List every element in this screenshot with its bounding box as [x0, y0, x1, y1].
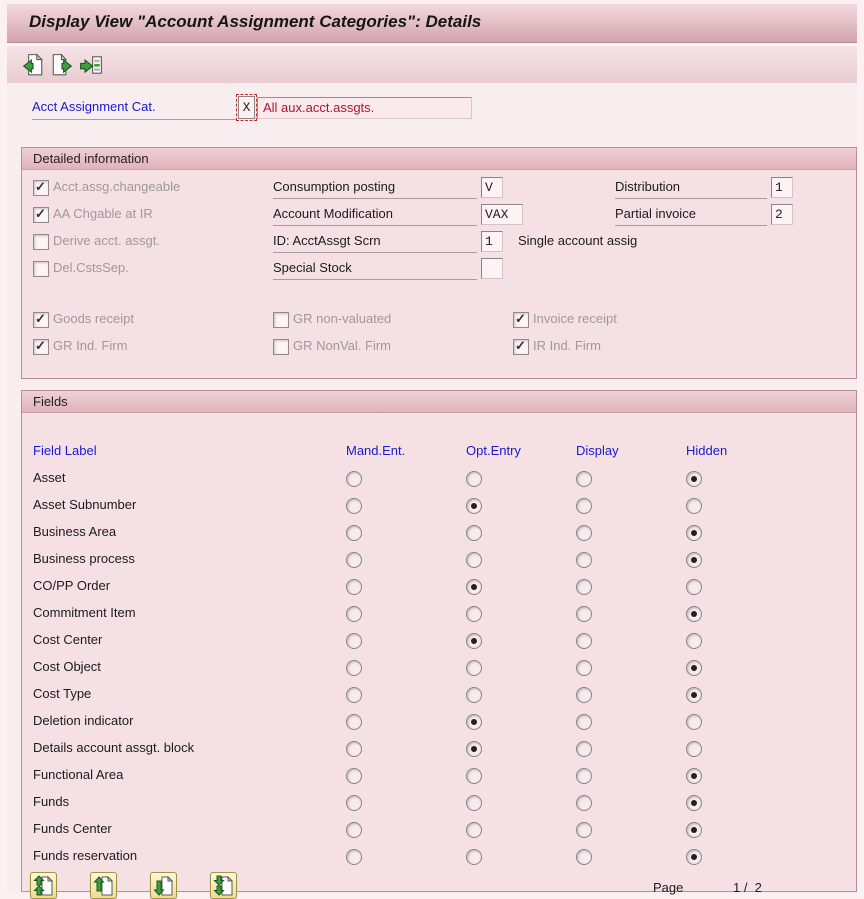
field-radio-13-1[interactable] [466, 822, 482, 838]
field-row-label-3: Business process [33, 551, 135, 566]
other-entry-button[interactable] [79, 52, 104, 77]
field-radio-2-1[interactable] [466, 525, 482, 541]
detail-mid-label-1: Account Modification [273, 206, 393, 221]
last-page-icon [213, 875, 235, 897]
receipt-cb-0-2-label: Invoice receipt [533, 311, 617, 326]
detail-right-underline-1 [615, 225, 767, 226]
detail-mid-underline-0 [273, 198, 477, 199]
detailed-information-group [21, 147, 857, 379]
field-radio-6-1[interactable] [466, 633, 482, 649]
field-row-label-0: Asset [33, 470, 66, 485]
field-radio-2-0[interactable] [346, 525, 362, 541]
field-radio-4-1[interactable] [466, 579, 482, 595]
field-radio-12-3[interactable] [686, 795, 702, 811]
field-radio-8-3[interactable] [686, 687, 702, 703]
detail-cb-0-label: Acct.assg.changeable [53, 179, 181, 194]
field-radio-2-3[interactable] [686, 525, 702, 541]
field-radio-12-0[interactable] [346, 795, 362, 811]
receipt-cb-0-1-checkbox[interactable] [273, 312, 289, 328]
field-radio-4-2[interactable] [576, 579, 592, 595]
detail-mid-underline-1 [273, 225, 477, 226]
receipt-cb-1-2-checkbox[interactable] [513, 339, 529, 355]
acct-assignment-cat-input[interactable]: X [238, 96, 255, 119]
field-radio-6-3[interactable] [686, 633, 702, 649]
receipt-cb-1-1-checkbox[interactable] [273, 339, 289, 355]
detail-cb-1-checkbox[interactable] [33, 207, 49, 223]
receipt-cb-0-0-checkbox[interactable] [33, 312, 49, 328]
detail-cb-0-checkbox[interactable] [33, 180, 49, 196]
receipt-cb-1-1-label: GR NonVal. Firm [293, 338, 391, 353]
receipt-cb-1-2-label: IR Ind. Firm [533, 338, 601, 353]
detail-right-underline-0 [615, 198, 767, 199]
detail-right-label-1: Partial invoice [615, 206, 696, 221]
field-radio-7-3[interactable] [686, 660, 702, 676]
detail-mid-input-0[interactable]: V [481, 177, 503, 198]
field-radio-6-2[interactable] [576, 633, 592, 649]
detail-mid-label-2: ID: AcctAssgt Scrn [273, 233, 381, 248]
field-radio-10-3[interactable] [686, 741, 702, 757]
sap-window [7, 4, 857, 894]
detail-mid-underline-2 [273, 252, 477, 253]
field-radio-14-2[interactable] [576, 849, 592, 865]
previous-page-button[interactable] [90, 872, 117, 899]
next-page-icon [153, 875, 175, 897]
field-row-label-6: Cost Center [33, 632, 103, 647]
field-radio-0-3[interactable] [686, 471, 702, 487]
field-radio-6-0[interactable] [346, 633, 362, 649]
field-radio-4-3[interactable] [686, 579, 702, 595]
field-radio-1-0[interactable] [346, 498, 362, 514]
fields-column-header-3: Display [576, 443, 619, 458]
field-radio-0-2[interactable] [576, 471, 592, 487]
field-radio-8-1[interactable] [466, 687, 482, 703]
first-page-button[interactable] [30, 872, 57, 899]
field-row-label-13: Funds Center [33, 821, 112, 836]
field-row-label-14: Funds reservation [33, 848, 138, 863]
fields-column-header-2: Opt.Entry [466, 443, 521, 458]
field-radio-10-2[interactable] [576, 741, 592, 757]
label-underline [32, 119, 237, 120]
detail-cb-2-label: Derive acct. assgt. [53, 233, 160, 248]
field-radio-10-1[interactable] [466, 741, 482, 757]
field-radio-3-1[interactable] [466, 552, 482, 568]
field-radio-1-3[interactable] [686, 498, 702, 514]
field-radio-11-2[interactable] [576, 768, 592, 784]
page-label: Page [653, 880, 684, 895]
field-radio-11-0[interactable] [346, 768, 362, 784]
field-radio-11-3[interactable] [686, 768, 702, 784]
detail-right-input-1[interactable]: 2 [771, 204, 793, 225]
previous-entry-button[interactable] [21, 52, 46, 77]
fields-header: Fields [22, 391, 856, 413]
detail-mid-input-1[interactable]: VAX [481, 204, 523, 225]
field-row-label-1: Asset Subnumber [33, 497, 137, 512]
fields-column-header-4: Hidden [686, 443, 728, 458]
field-radio-0-0[interactable] [346, 471, 362, 487]
previous-entry-icon [21, 53, 45, 77]
detail-cb-2-checkbox[interactable] [33, 234, 49, 250]
detailed-information-body [22, 170, 856, 378]
field-radio-9-0[interactable] [346, 714, 362, 730]
field-radio-7-0[interactable] [346, 660, 362, 676]
field-radio-13-0[interactable] [346, 822, 362, 838]
field-radio-5-0[interactable] [346, 606, 362, 622]
receipt-cb-0-2-checkbox[interactable] [513, 312, 529, 328]
field-radio-3-0[interactable] [346, 552, 362, 568]
next-page-button[interactable] [150, 872, 177, 899]
application-toolbar [7, 45, 857, 84]
detail-cb-3-checkbox[interactable] [33, 261, 49, 277]
field-radio-2-2[interactable] [576, 525, 592, 541]
field-radio-10-0[interactable] [346, 741, 362, 757]
field-radio-8-2[interactable] [576, 687, 592, 703]
last-page-button[interactable] [210, 872, 237, 899]
receipt-cb-1-0-label: GR Ind. Firm [53, 338, 128, 353]
detail-cb-3-label: Del.CstsSep. [53, 260, 129, 275]
field-radio-1-2[interactable] [576, 498, 592, 514]
page-title: Display View "Account Assignment Categories": Details [29, 12, 482, 31]
detail-mid-underline-3 [273, 279, 477, 280]
field-row-label-4: CO/PP Order [33, 578, 111, 593]
detail-mid-suffix-2: Single account assig [518, 233, 638, 248]
field-radio-8-0[interactable] [346, 687, 362, 703]
field-row-label-8: Cost Type [33, 686, 92, 701]
previous-page-icon [93, 875, 115, 897]
field-radio-14-3[interactable] [686, 849, 702, 865]
field-radio-12-2[interactable] [576, 795, 592, 811]
receipt-cb-1-0-checkbox[interactable] [33, 339, 49, 355]
field-radio-9-2[interactable] [576, 714, 592, 730]
field-radio-9-1[interactable] [466, 714, 482, 730]
field-row-label-5: Commitment Item [33, 605, 136, 620]
receipt-cb-0-0-label: Goods receipt [53, 311, 134, 326]
field-radio-12-1[interactable] [466, 795, 482, 811]
fields-column-header-0: Field Label [33, 443, 97, 458]
fields-group [21, 390, 857, 895]
detail-mid-label-3: Special Stock [273, 260, 352, 275]
field-radio-7-2[interactable] [576, 660, 592, 676]
field-radio-13-2[interactable] [576, 822, 592, 838]
field-row-label-11: Functional Area [33, 767, 124, 782]
field-row-label-10: Details account assgt. block [33, 740, 195, 755]
next-entry-icon [50, 53, 74, 77]
field-radio-1-1[interactable] [466, 498, 482, 514]
receipt-cb-0-1-label: GR non-valuated [293, 311, 392, 326]
field-radio-4-0[interactable] [346, 579, 362, 595]
detail-right-input-0[interactable]: 1 [771, 177, 793, 198]
field-radio-7-1[interactable] [466, 660, 482, 676]
window-titlebar [7, 4, 857, 43]
field-row-label-7: Cost Object [33, 659, 101, 674]
field-row-label-12: Funds [33, 794, 70, 809]
acct-assignment-cat-label: Acct Assignment Cat. [32, 99, 156, 114]
content-area [7, 83, 857, 894]
detail-mid-label-0: Consumption posting [273, 179, 396, 194]
field-radio-5-3[interactable] [686, 606, 702, 622]
detail-cb-1-label: AA Chgable at IR [53, 206, 153, 221]
field-radio-5-1[interactable] [466, 606, 482, 622]
field-radio-11-1[interactable] [466, 768, 482, 784]
field-row-label-2: Business Area [33, 524, 117, 539]
field-radio-9-3[interactable] [686, 714, 702, 730]
fields-column-header-1: Mand.Ent. [346, 443, 406, 458]
fields-body [22, 413, 856, 895]
field-radio-13-3[interactable] [686, 822, 702, 838]
field-radio-3-2[interactable] [576, 552, 592, 568]
detail-mid-input-3[interactable] [481, 258, 503, 279]
field-radio-14-0[interactable] [346, 849, 362, 865]
next-entry-button[interactable] [50, 52, 75, 77]
detail-right-label-0: Distribution [615, 179, 681, 194]
detailed-information-header: Detailed information [22, 148, 856, 170]
page-value: 1 / 2 [733, 880, 762, 895]
field-radio-0-1[interactable] [466, 471, 482, 487]
acct-assignment-cat-description: All aux.acct.assgts. [257, 97, 472, 119]
other-entry-icon [79, 53, 103, 77]
field-radio-5-2[interactable] [576, 606, 592, 622]
first-page-icon [33, 875, 55, 897]
field-row-label-9: Deletion indicator [33, 713, 134, 728]
field-radio-3-3[interactable] [686, 552, 702, 568]
detail-mid-input-2[interactable]: 1 [481, 231, 503, 252]
field-radio-14-1[interactable] [466, 849, 482, 865]
